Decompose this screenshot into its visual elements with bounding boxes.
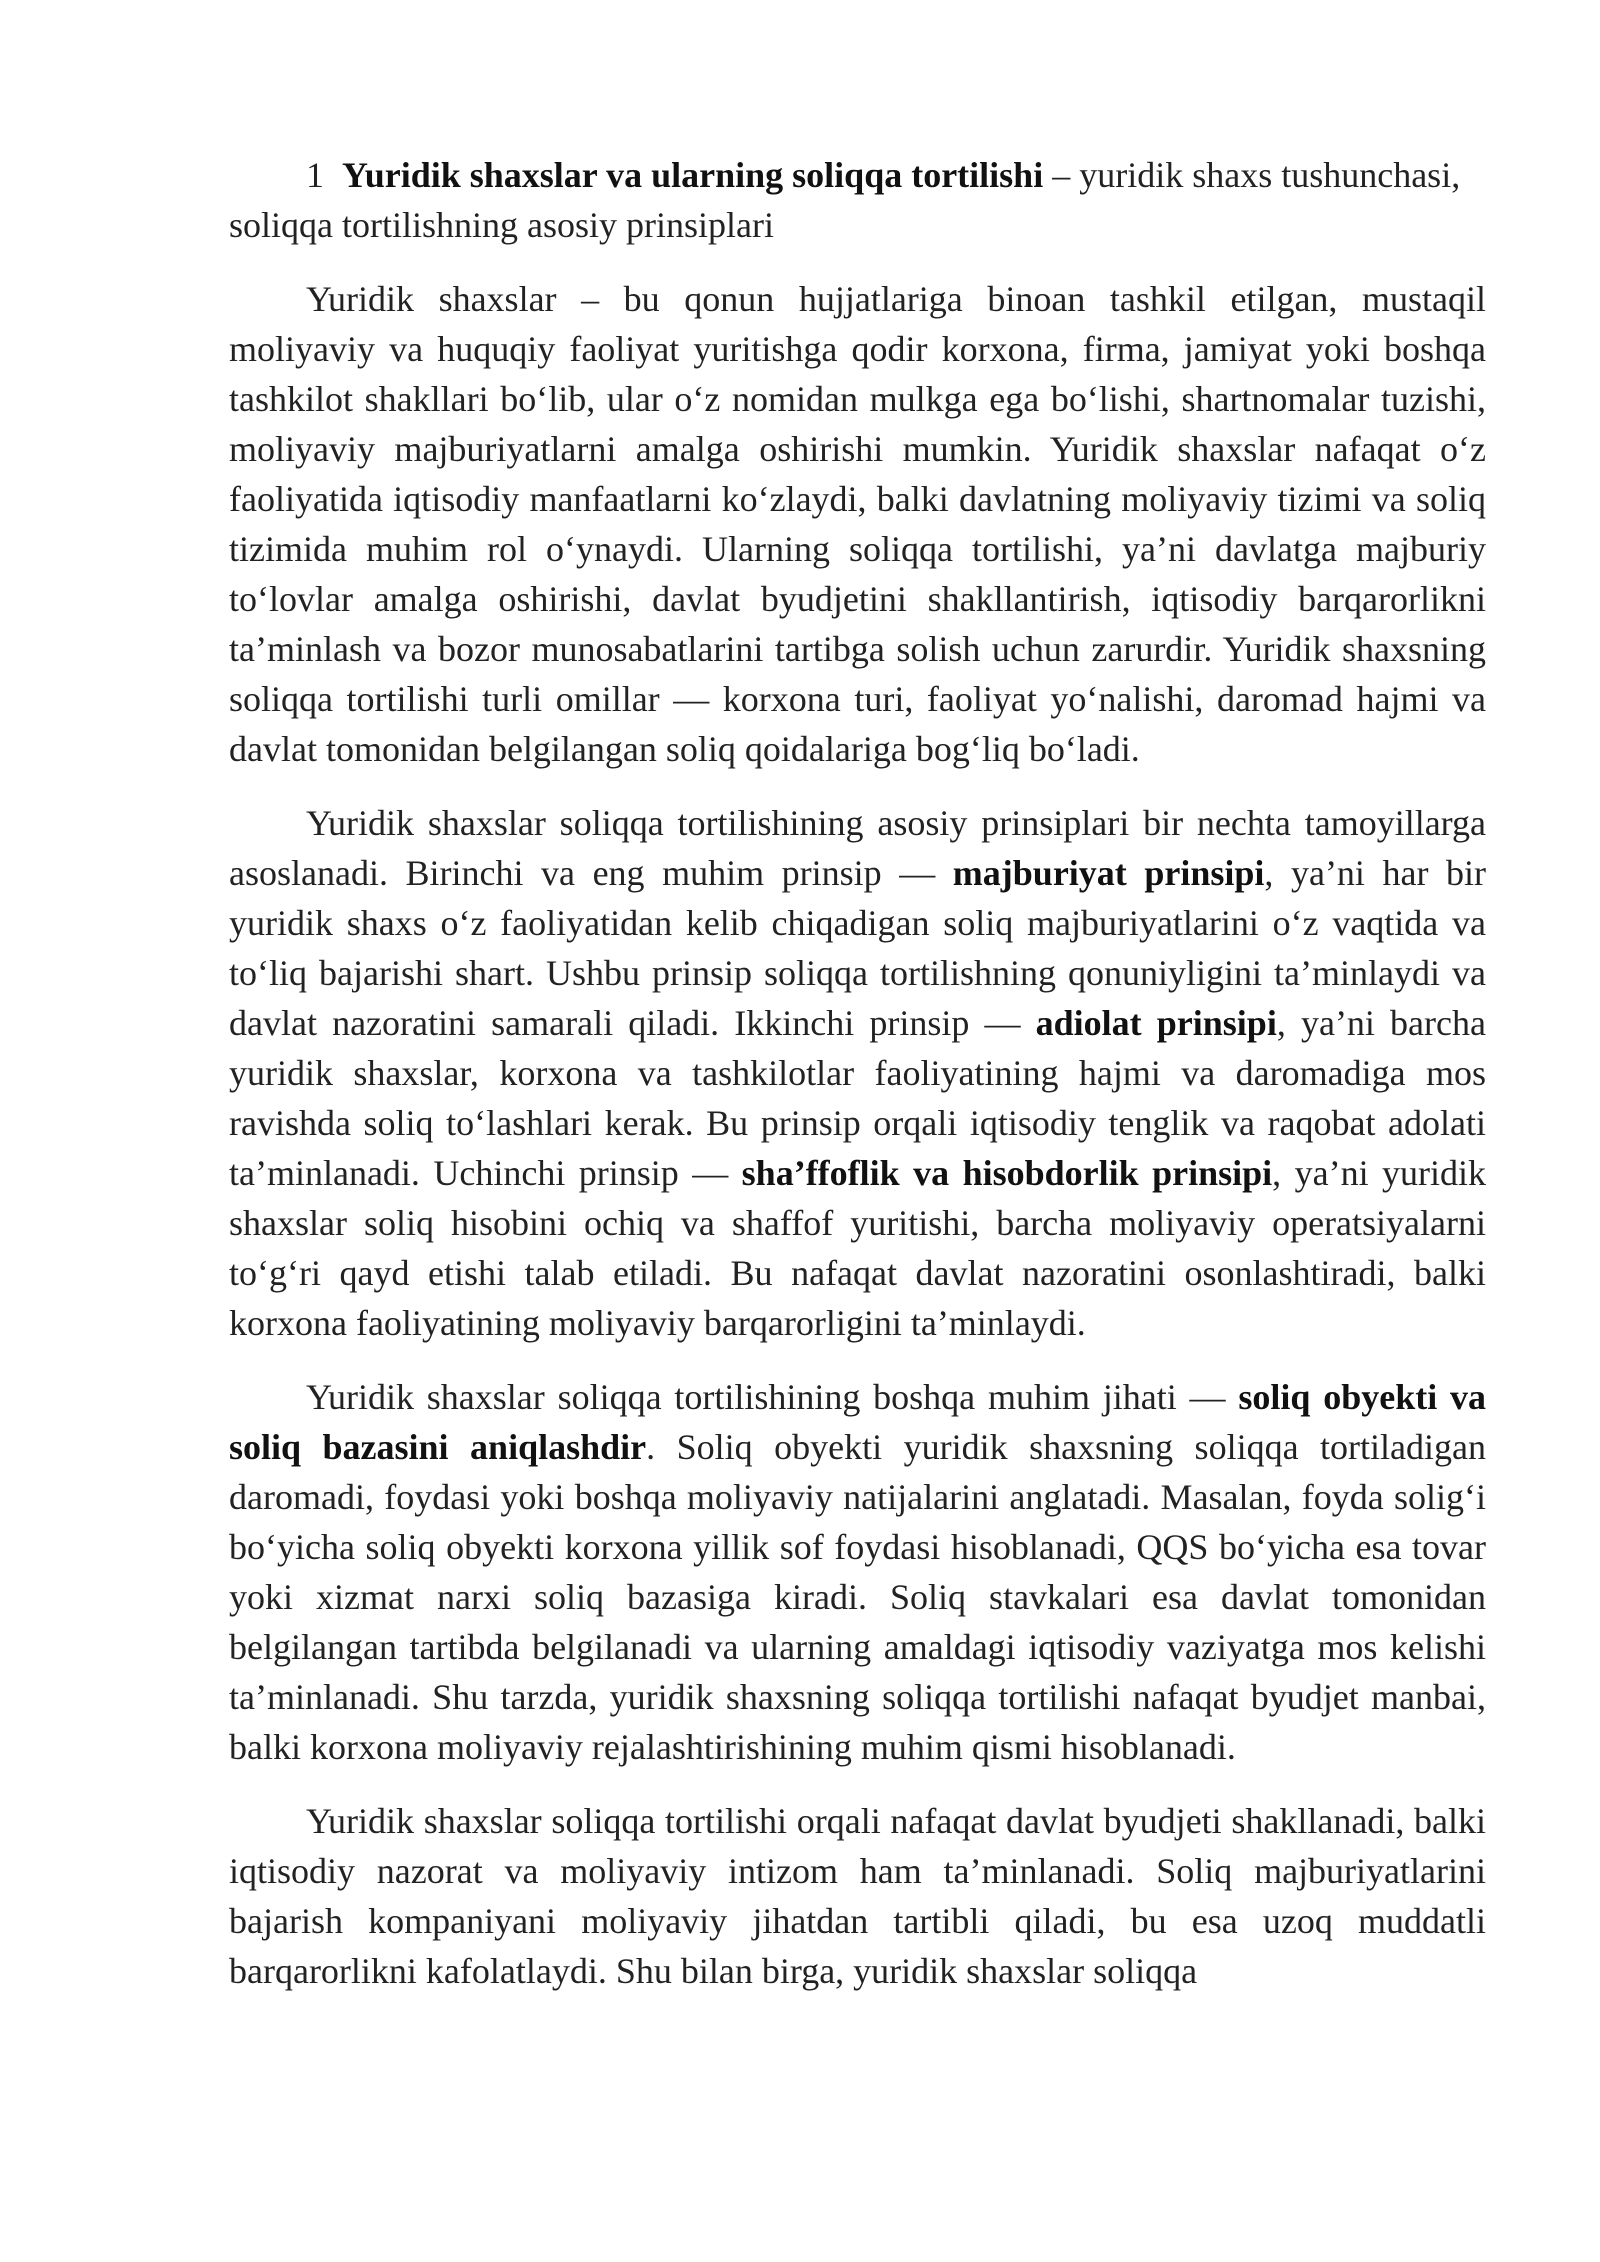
paragraph-3-text-2: . Soliq obyekti yuridik shaxsning soliqqa tortiladigan daromadi, foydasi yoki boshqa moliyaviy natijalarini anglatadi. Masalan, foyda solig‘i bo‘yicha soliq obyekti korxona yillik sof foydasi hisoblanadi, QQS bo‘yicha esa tovar yoki xizmat narxi soliq bazasiga kiradi. Soliq stavkalari esa davlat tomonidan belgilangan tartibda belgilanadi va ularning amaldagi iqtisodiy vaziyatga mos kelishi ta’minlanadi. Shu tarzda, yuridik shaxsning soliqqa tortilishi nafaqat byudjet manbai, balki korxona moliyaviy rejalashtirishining muhim qismi hisoblanadi. — [229, 1427, 1486, 1767]
paragraph-3-text-1: Yuridik shaxslar soliqqa tortilishining boshqa muhim jihati — — [306, 1377, 1239, 1417]
paragraph-2 — [229, 798, 1486, 1348]
section-number: 1 — [306, 155, 324, 195]
section-subtitle: – yuridik shaxs tushunchasi, soliqqa tortilishning asosiy prinsiplari — [229, 155, 1461, 245]
paragraph-2-text-3: , ya’ni barcha yuridik shaxslar, korxona va tashkilotlar faoliyatining hajmi va daromadiga mos ravishda soliq to‘lashlari kerak. Bu prinsip orqali iqtisodiy tenglik va raqobat adolati ta’minlanadi. Uchinchi prinsip — — [229, 1003, 1486, 1193]
term-adiolat: adiolat prinsipi — [1035, 1003, 1277, 1043]
paragraph-3 — [229, 1372, 1486, 1772]
term-majburiyat: majburiyat prinsipi — [952, 853, 1265, 893]
term-soliq-obyekti: soliq obyekti va soliq bazasini aniqlashdir — [229, 1377, 1487, 1467]
paragraph-4: Yuridik shaxslar soliqqa tortilishi orqali nafaqat davlat byudjeti shakllanadi, balki iqtisodiy nazorat va moliyaviy intizom ham ta’minlanadi. Soliq majburiyatlarini bajarish kompaniyani moliyaviy jihatdan tartibli qiladi, bu esa uzoq muddatli barqarorlikni kafolatlaydi. Shu bilan birga, yuridik shaxslar soliqqa — [229, 1801, 1486, 1991]
section-title: Yuridik shaxslar va ularning soliqqa tortilishi — [342, 155, 1044, 195]
paragraph-2-text-1: Yuridik shaxslar soliqqa tortilishining asosiy prinsiplari bir nechta tamoyillarga asoslanadi. Birinchi va eng muhim prinsip — — [229, 803, 1486, 893]
document-page — [229, 150, 1486, 2020]
paragraph-2-text-2: , ya’ni har bir yuridik shaxs o‘z faoliyatidan kelib chiqadigan soliq majburiyatlarini o‘z vaqtida va to‘liq bajarishi shart. Ushbu prinsip soliqqa tortilishning qonuniyligini ta’minlaydi va davlat nazoratini samarali qiladi. Ikkinchi prinsip — — [229, 853, 1486, 1043]
section-heading — [229, 150, 1486, 250]
paragraph-2-text-4: , ya’ni yuridik shaxslar soliq hisobini ochiq va shaffof yuritishi, barcha moliyaviy operatsiyalarni to‘g‘ri qayd etishi talab etiladi. Bu nafaqat davlat nazoratini osonlashtiradi, balki korxona faoliyatining moliyaviy barqarorligini ta’minlaydi. — [229, 1153, 1486, 1343]
term-shaffoflik: sha’ffoflik va hisobdorlik prinsipi — [741, 1153, 1273, 1193]
paragraph-1: Yuridik shaxslar – bu qonun hujjatlariga binoan tashkil etilgan, mustaqil moliyaviy va huquqiy faoliyat yuritishga qodir korxona, firma, jamiyat yoki boshqa tashkilot shakllari bo‘lib, ular o‘z nomidan mulkga ega bo‘lishi, shartnomalar tuzishi, moliyaviy majburiyatlarni amalga oshirishi mumkin. Yuridik shaxslar nafaqat o‘z faoliyatida iqtisodiy manfaatlarni ko‘zlaydi, balki davlatning moliyaviy tizimi va soliq tizimida muhim rol o‘ynaydi. Ularning soliqqa tortilishi, ya’ni davlatga majburiy to‘lovlar amalga oshirishi, davlat byudjetini shakllantirish, iqtisodiy barqarorlikni ta’minlash va bozor munosabatlarini tartibga solish uchun zarurdir. Yuridik shaxsning soliqqa tortilishi turli omillar — korxona turi, faoliyat yo‘nalishi, daromad hajmi va davlat tomonidan belgilangan soliq qoidalariga bog‘liq bo‘ladi. — [229, 279, 1486, 769]
